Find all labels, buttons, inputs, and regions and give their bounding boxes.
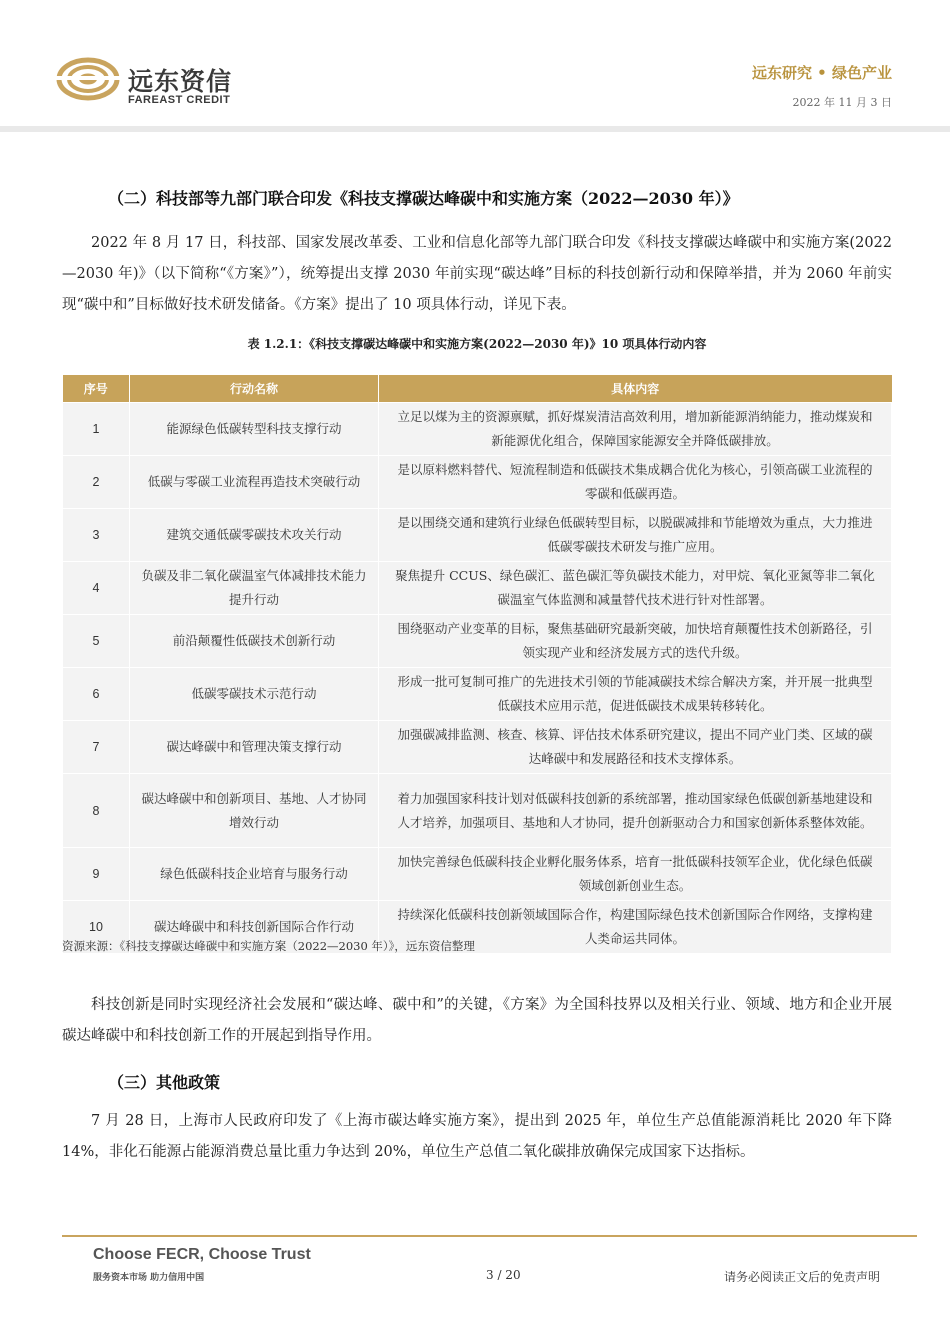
logo-subtitle: FAREAST CREDIT [128,94,231,106]
disclaimer-note: 请务必阅读正文后的免责声明 [723,1270,880,1284]
row-num: 10 [63,901,130,954]
row-desc: 聚焦提升 CCUS、绿色碳汇、蓝色碳汇等负碳技术能力，对甲烷、氧化亚氮等非二氧化碳温室气体监测和减量替代技术进行针对性部署。 [379,562,892,615]
section-heading-3: （三）其他政策 [108,1073,221,1092]
report-date: 2022 年 11 月 3 日 [792,96,892,109]
row-name: 碳达峰碳中和科技创新国际合作行动 [130,901,379,954]
row-desc: 围绕驱动产业变革的目标，聚焦基础研究最新突破，加快培育颠覆性技术创新路径，引领实现产业和经济发展方式的迭代升级。 [379,615,892,668]
table-row [63,721,892,774]
table-row [63,403,892,456]
row-name: 碳达峰碳中和创新项目、基地、人才协同增效行动 [130,774,379,848]
row-desc: 形成一批可复制可推广的先进技术引领的节能减碳技术综合解决方案，并开展一批典型低碳技术应用示范，促进低碳技术成果转移转化。 [379,668,892,721]
table-row [63,509,892,562]
row-name: 建筑交通低碳零碳技术攻关行动 [130,509,379,562]
row-desc: 加强碳减排监测、核查、核算、评估技术体系研究建议，提出不同产业门类、区域的碳达峰碳中和发展路径和技术支撑体系。 [379,721,892,774]
row-desc: 是以围绕交通和建筑行业绿色低碳转型目标，以脱碳减排和节能增效为重点，大力推进低碳零碳技术研发与推广应用。 [379,509,892,562]
row-num: 7 [63,721,130,774]
column-header-num: 序号 [63,375,130,403]
row-num: 2 [63,456,130,509]
actions-table [62,375,892,954]
table-row [63,774,892,848]
row-num: 6 [63,668,130,721]
row-name: 前沿颠覆性低碳技术创新行动 [130,615,379,668]
fareast-logo-icon [56,56,120,102]
row-name: 低碳与零碳工业流程再造技术突破行动 [130,456,379,509]
row-num: 1 [63,403,130,456]
row-desc: 立足以煤为主的资源禀赋，抓好煤炭清洁高效利用，增加新能源消纳能力，推动煤炭和新能源优化组合，保障国家能源安全并降低碳排放。 [379,403,892,456]
footer-slogan: 服务资本市场 助力信用中国 [93,1273,205,1283]
table-row [63,615,892,668]
table-row [63,456,892,509]
table-row [63,562,892,615]
row-desc: 着力加强国家科技计划对低碳科技创新的系统部署，推动国家绿色低碳创新基地建设和人才培养，加强项目、基地和人才协同，提升创新驱动合力和国家创新体系整体效能。 [379,774,892,848]
row-name: 碳达峰碳中和管理决策支撑行动 [130,721,379,774]
footer-brand: Choose FECR, Choose Trust [93,1246,311,1263]
row-name: 负碳及非二氧化碳温室气体减排技术能力提升行动 [130,562,379,615]
conclusion-paragraph: 科技创新是同时实现经济社会发展和“碳达峰、碳中和”的关键，《方案》为全国科技界以及相关行业、领域、地方和企业开展碳达峰碳中和科技创新工作的开展起到指导作用。 [62,997,892,1044]
table-row [63,668,892,721]
row-num: 5 [63,615,130,668]
row-name: 绿色低碳科技企业培育与服务行动 [130,848,379,901]
column-header-desc: 具体内容 [379,375,892,403]
row-desc: 持续深化低碳科技创新领域国际合作，构建国际绿色技术创新国际合作网络，支撑构建人类命运共同体。 [379,901,892,954]
table-row [63,848,892,901]
footer-divider [62,1235,917,1237]
header-divider [0,126,950,132]
table-header-row [63,375,892,403]
column-header-name: 行动名称 [130,375,379,403]
row-num: 9 [63,848,130,901]
report-section-label: 远东研究 • 绿色产业 [751,64,892,82]
logo-title: 远东资信 [128,67,233,96]
section-heading-2: （二）科技部等九部门联合印发《科技支撑碳达峰碳中和实施方案（2022—2030 年）》 [108,189,739,208]
row-num: 3 [63,509,130,562]
row-num: 4 [63,562,130,615]
section-3-paragraph: 7 月 28 日，上海市人民政府印发了《上海市碳达峰实施方案》，提出到 2025 年，单位生产总值能源消耗比 2020 年下降 14%，非化石能源占能源消费总量比重力争达到 20%，单位生产总值二氧化碳排放确保完成国家下达指标。 [62,1113,892,1160]
section-2-paragraph: 2022 年 8 月 17 日，科技部、国家发展改革委、工业和信息化部等九部门联合印发《科技支撑碳达峰碳中和实施方案(2022—2030 年)》（以下简称“《方案》”），统筹提出支撑 2030 年前实现“碳达峰”目标的科技创新行动和保障举措，并为 2060 年前实现“碳中和”目标做好技术研发储备。《方案》提出了 10 项具体行动，详见下表。 [62,235,892,313]
row-desc: 加快完善绿色低碳科技企业孵化服务体系，培育一批低碳科技领军企业，优化绿色低碳领域创新创业生态。 [379,848,892,901]
page-number: 3 / 20 [486,1268,521,1282]
row-name: 能源绿色低碳转型科技支撑行动 [130,403,379,456]
table-source-note: 资源来源：《科技支撑碳达峰碳中和实施方案（2022—2030 年）》，远东资信整理 [62,939,475,953]
row-num: 8 [63,774,130,848]
table-caption: 表 1.2.1：《科技支撑碳达峰碳中和实施方案(2022—2030 年)》10 项具体行动内容 [247,337,707,351]
row-desc: 是以原料燃料替代、短流程制造和低碳技术集成耦合优化为核心，引领高碳工业流程的零碳和低碳再造。 [379,456,892,509]
row-name: 低碳零碳技术示范行动 [130,668,379,721]
